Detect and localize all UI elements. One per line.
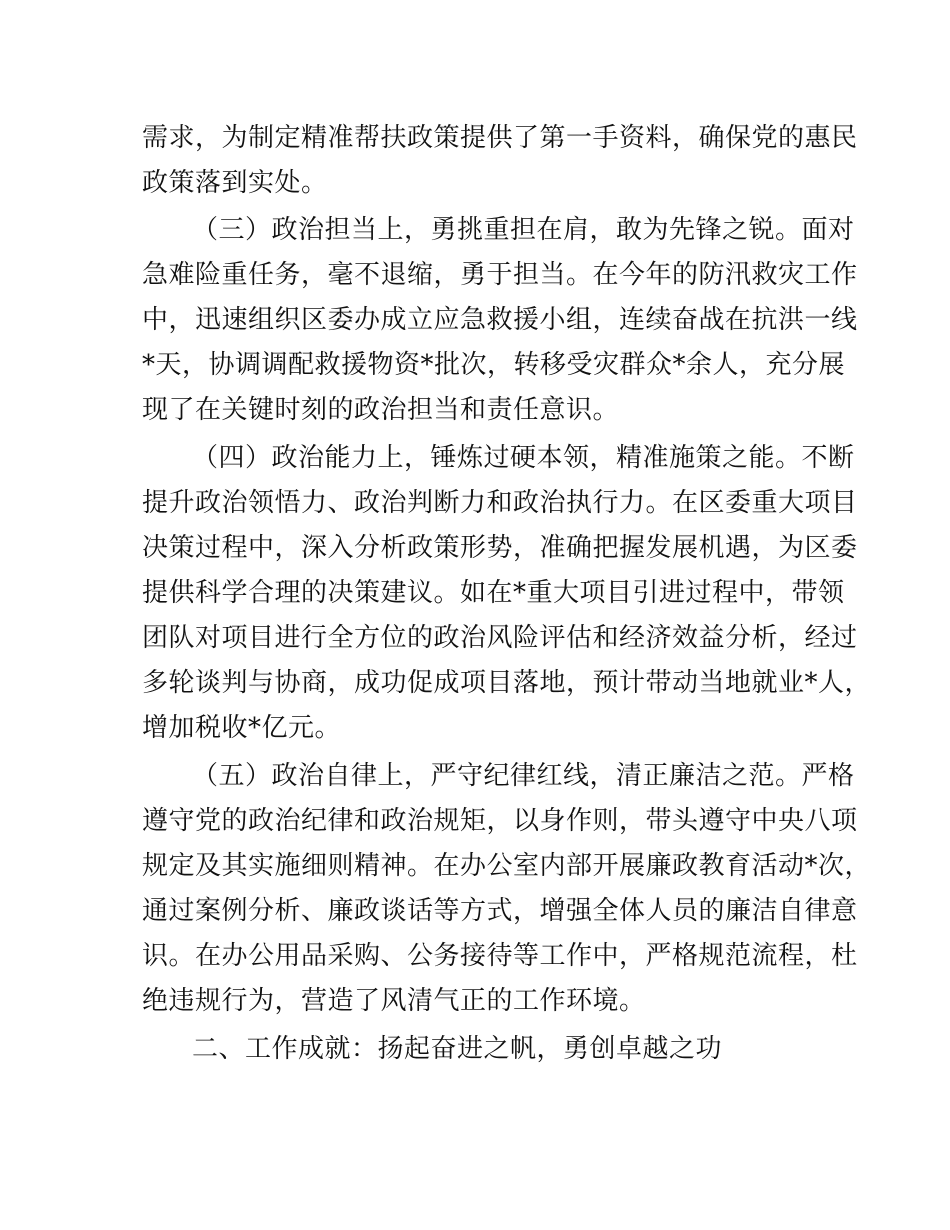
text-line: 遵守党的政治纪律和政治规矩，以身作则，带头遵守中央八项 — [142, 806, 858, 836]
text-line: 识。在办公用品采购、公务接待等工作中，严格规范流程，杜 — [142, 941, 858, 971]
text-line: 现了在关键时刻的政治担当和责任意识。 — [142, 395, 620, 425]
section-heading-achievements — [142, 1027, 814, 1072]
text-line: *天，协调调配救援物资*批次，转移受灾群众*余人，充分展 — [142, 350, 846, 380]
section-heading-text: 二、工作成就：扬起奋进之帆，勇创卓越之功 — [192, 1034, 723, 1064]
text-line: （五）政治自律上，严守纪律红线，清正廉洁之范。严格 — [192, 761, 855, 791]
text-line: 多轮谈判与协商，成功促成项目落地，预计带动当地就业*人， — [142, 668, 872, 698]
paragraph-political-capability — [142, 436, 872, 751]
text-line: 团队对项目进行全方位的政治风险评估和经济效益分析，经过 — [142, 623, 858, 653]
paragraph-political-responsibility — [142, 208, 858, 433]
text-line: 绝违规行为，营造了风清气正的工作环境。 — [142, 986, 646, 1016]
paragraph-continuation — [142, 116, 858, 206]
paragraph-political-self-discipline — [142, 754, 872, 1024]
text-line: 政策落到实处。 — [142, 168, 328, 198]
text-line: （三）政治担当上，勇挑重担在肩，敢为先锋之锐。面对 — [192, 215, 855, 245]
text-line: 增加税收*亿元。 — [142, 713, 342, 743]
text-line: 中，迅速组织区委办成立应急救援小组，连续奋战在抗洪一线 — [142, 305, 858, 335]
text-line: （四）政治能力上，锤炼过硬本领，精准施策之能。不断 — [192, 443, 855, 473]
text-line: 规定及其实施细则精神。在办公室内部开展廉政教育活动*次， — [142, 851, 872, 881]
text-line: 需求，为制定精准帮扶政策提供了第一手资料，确保党的惠民 — [142, 123, 858, 153]
text-line: 决策过程中，深入分析政策形势，准确把握发展机遇，为区委 — [142, 533, 858, 563]
text-line: 提升政治领悟力、政治判断力和政治执行力。在区委重大项目 — [142, 488, 858, 518]
text-line: 提供科学合理的决策建议。如在*重大项目引进过程中，带领 — [142, 578, 845, 608]
text-line: 急难险重任务，毫不退缩，勇于担当。在今年的防汛救灾工作 — [142, 260, 858, 290]
text-line: 通过案例分析、廉政谈话等方式，增强全体人员的廉洁自律意 — [142, 896, 858, 926]
